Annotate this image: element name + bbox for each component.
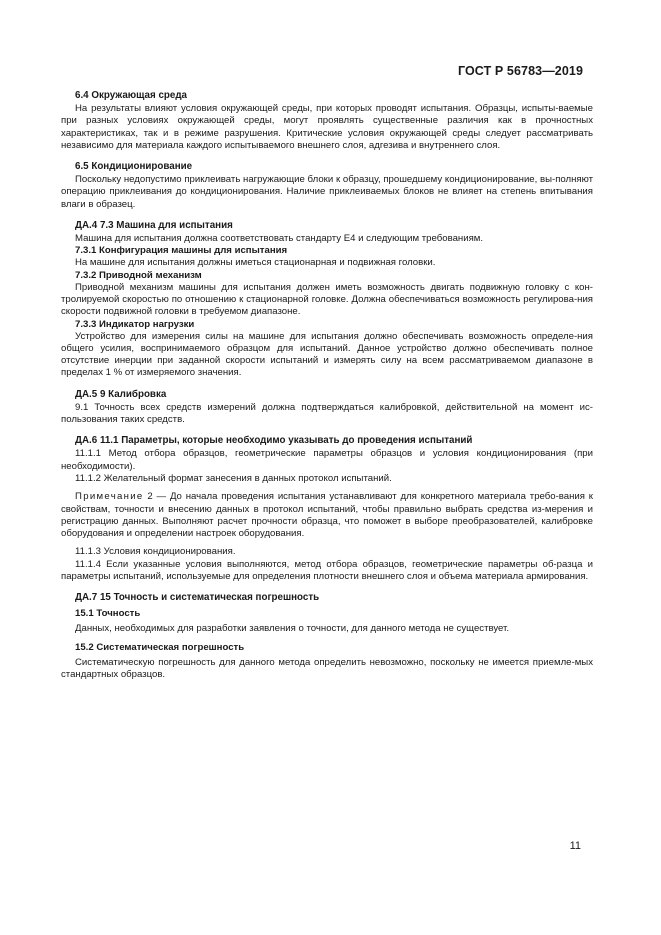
paragraph: 9.1 Точность всех средств измерений должна подтверждаться калибровкой, действительной на момент ис-пользования таких средств. [61, 401, 593, 426]
paragraph: 11.1.1 Метод отбора образцов, геометрические параметры образцов и условия кондиционирования (при необходимости). [61, 448, 593, 472]
paragraph: Приводной механизм машины для испытания должен иметь возможность двигать подвижную головку с кон-тролируемой скоростью по отношению к стационарной головке. Должна обеспечиваться возможность регулирова-ния скорости подвижной головки в требуемом диапазоне. [61, 281, 593, 318]
section-da-7 [61, 592, 593, 681]
section-da-4 [61, 220, 593, 380]
section-da-5 [61, 389, 593, 427]
subsection-heading: 15.1 Точность [75, 608, 141, 620]
paragraph: На результаты влияют условия окружающей среды, при которых проводят испытания. Образцы, испыты-ваемые при разных условиях окружающей среды, могут проявлять существенные различия как в прочностных характеристиках, так и в режиме разрушения. Критические условия окружающей среды следует рассматривать независимо для материала каждого испытываемого внешнего слоя, адгезива и внутреннего слоя. [61, 103, 593, 151]
paragraph: Поскольку недопустимо приклеивать нагружающие блоки к образцу, прошедшему кондиционирование, вы-полняют операцию приклеивания до кондиционирования. Наличие приклеиваемых блоков не влияет на степень впитывания влаги в образец. [61, 174, 593, 210]
paragraph: Данных, необходимых для разработки заявления о точности, для данного метода не существует. [75, 623, 510, 635]
subsection-heading: 7.3.3 Индикатор нагрузки [75, 318, 195, 330]
section-6-4 [61, 90, 593, 152]
section-heading: ДА.4 7.3 Машина для испытания [75, 220, 233, 232]
section-heading: ДА.5 9 Калибровка [75, 388, 167, 400]
paragraph: На машине для испытания должны иметься стационарная и подвижная головки. [75, 257, 436, 269]
paragraph: Машина для испытания должна соответствовать стандарту E4 и следующим требованиям. [75, 233, 484, 245]
page-number: 11 [569, 840, 581, 852]
paragraph: 11.1.2 Желательный формат занесения в данных протокол испытаний. [75, 472, 392, 484]
paragraph: Устройство для измерения силы на машине для испытания должно обеспечивать возможность определе-ния общего усилия, воспринимаемого образцом для испытаний. Данное устройство должно обеспечивать полное отсутствие инерции при заданной скорости испытаний и измерять силу на всем рассматриваемом диапазоне в пределах 1 % от измеряемого значения. [61, 330, 593, 379]
note-label: Примечание [75, 491, 144, 503]
section-heading: 6.4 Окружающая среда [75, 90, 187, 101]
paragraph: Систематическую погрешность для данного метода определить невозможно, поскольку не имеется приемле-мых стандартных образцов. [61, 656, 593, 680]
section-heading: ДА.7 15 Точность и систематическая погрешность [75, 592, 320, 604]
section-da-6 [61, 435, 593, 583]
subsection-heading: 7.3.2 Приводной механизм [75, 269, 202, 281]
subsection-heading: 15.2 Систематическая погрешность [75, 641, 245, 653]
paragraph: 11.1.4 Если указанные условия выполняются, метод отбора образцов, геометрические параметры об-разца и параметры испытаний, используемые для определения плотности внешнего слоя и объема материала армирования. [61, 558, 593, 583]
note [61, 491, 593, 540]
subsection-heading: 7.3.1 Конфигурация машины для испытания [75, 245, 288, 257]
section-6-5 [61, 161, 593, 211]
section-heading: ДА.6 11.1 Параметры, которые необходимо указывать до проведения испытаний [75, 435, 473, 447]
document-body [61, 90, 593, 681]
section-heading: 6.5 Кондиционирование [75, 161, 193, 173]
document-standard-code: ГОСТ Р 56783—2019 [457, 64, 583, 78]
paragraph: 11.1.3 Условия кондиционирования. [75, 546, 236, 558]
note-text: 2 — До начала проведения испытания устанавливают для конкретного материала требо-вания к свойствам, точности и внесению данных в протокол испытаний, чтобы правильно выбрать средства из-мерения и регистрацию данных. Выполняют расчет прочности образца, что поможет в выборе преобразователей, калибровке оборудования и определении настроек оборудования. [61, 491, 593, 540]
